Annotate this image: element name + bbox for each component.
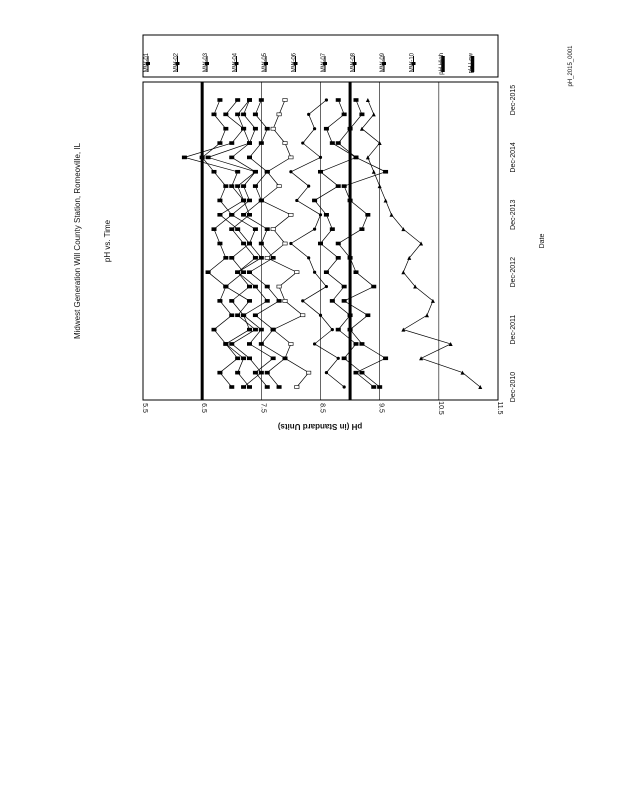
data-point [336, 256, 340, 259]
data-point [295, 386, 299, 389]
data-point [354, 271, 358, 274]
data-point [277, 299, 281, 302]
data-point [230, 156, 234, 159]
ph-tick-label: 5.5 [141, 403, 148, 413]
date-tick-label: Dec-2014 [510, 142, 517, 173]
data-point [247, 99, 251, 102]
data-point [212, 170, 216, 173]
data-point [271, 357, 275, 360]
data-point [235, 170, 239, 173]
data-point [265, 127, 269, 130]
data-point [348, 127, 352, 130]
data-point [182, 156, 186, 159]
legend-label: MW-08 [350, 53, 357, 73]
data-point [253, 256, 257, 259]
data-point [247, 285, 251, 288]
ph-tick-label: 9.5 [377, 403, 385, 413]
data-point [312, 199, 316, 202]
data-point [307, 185, 310, 188]
data-point [265, 228, 269, 231]
ph-tick-label: 7.5 [259, 403, 267, 413]
data-point [307, 113, 310, 116]
legend-label: MW-04 [232, 53, 239, 73]
data-point [342, 357, 346, 360]
legend-item [203, 52, 209, 72]
data-point [224, 185, 228, 188]
ph-tick-label: 6.5 [200, 403, 208, 413]
data-point [289, 213, 293, 216]
data-point [230, 314, 234, 317]
data-point [360, 371, 364, 374]
data-point [218, 99, 222, 102]
data-point [235, 113, 239, 116]
data-point [259, 256, 263, 259]
ph-tick-label: 11.5 [496, 401, 503, 415]
data-point [277, 185, 281, 188]
data-point [224, 113, 228, 116]
data-point [319, 156, 322, 159]
data-point [241, 386, 245, 389]
data-point [218, 199, 222, 202]
data-point [265, 170, 269, 173]
chart-title: Midwest Generation Will County Station, Romeoville, IL [73, 142, 82, 340]
data-point [247, 357, 251, 360]
legend-item [262, 52, 268, 72]
data-point [247, 213, 251, 216]
series-mw-09 [206, 99, 275, 389]
data-point [372, 112, 376, 116]
data-point [206, 271, 210, 274]
data-point [301, 314, 305, 317]
data-point [336, 99, 340, 102]
legend-label: MW-03 [203, 53, 209, 73]
data-point [224, 285, 228, 288]
data-point [331, 328, 334, 331]
data-point [343, 385, 346, 388]
data-point [247, 386, 251, 389]
data-point [377, 386, 381, 389]
data-point [230, 185, 234, 188]
data-point [271, 328, 275, 331]
data-point [289, 170, 292, 173]
data-point [301, 299, 304, 302]
data-point [354, 156, 358, 159]
data-point [366, 213, 370, 216]
legend-label: MW-02 [173, 53, 180, 73]
data-point [277, 285, 281, 288]
data-point [319, 213, 322, 216]
data-point [265, 256, 269, 259]
data-point [324, 271, 328, 274]
data-point [235, 371, 239, 374]
data-point [360, 113, 364, 116]
data-point [224, 127, 228, 130]
data-point [461, 371, 465, 375]
data-point [419, 356, 423, 360]
data-point [283, 299, 287, 302]
date-tick-label: Dec-2011 [510, 314, 517, 345]
data-point [230, 228, 234, 231]
data-point [354, 99, 358, 102]
legend-item [174, 52, 180, 72]
data-point [383, 170, 387, 173]
legend-label: MW-10 [409, 53, 416, 73]
data-point [247, 271, 251, 274]
data-point [330, 228, 334, 231]
data-point [342, 285, 346, 288]
data-point [319, 314, 322, 317]
data-point [230, 386, 234, 389]
data-point [247, 342, 251, 345]
data-point [372, 170, 376, 174]
data-point [235, 185, 239, 188]
data-point [336, 185, 340, 188]
data-point [259, 328, 263, 331]
data-point [230, 299, 234, 302]
date-tick-label: Dec-2013 [510, 199, 517, 230]
data-point [283, 99, 287, 102]
data-point [336, 142, 340, 145]
data-point [218, 242, 222, 245]
data-point [313, 127, 316, 130]
data-point [265, 371, 269, 374]
data-point [235, 99, 239, 102]
data-point [259, 142, 263, 145]
data-point [425, 313, 429, 317]
ph-axis-label: pH (in Standard Units) [277, 422, 363, 431]
data-point [200, 156, 204, 159]
data-point [259, 371, 263, 374]
data-point [241, 113, 245, 116]
data-point [253, 285, 257, 288]
chart-subtitle: pH vs. Time [103, 219, 112, 263]
data-point [384, 198, 388, 202]
legend-item [144, 52, 150, 72]
data-point [224, 342, 228, 345]
data-point [277, 386, 281, 389]
data-point [378, 184, 382, 188]
data-point [354, 342, 358, 345]
data-point [283, 142, 287, 145]
legend-label: MW-01 [144, 53, 150, 73]
data-point [218, 299, 222, 302]
data-point [265, 386, 269, 389]
data-point [318, 170, 322, 173]
data-point [241, 213, 245, 216]
data-point [253, 113, 257, 116]
data-point [212, 113, 216, 116]
data-point [212, 228, 216, 231]
data-point [383, 357, 387, 360]
data-point [259, 99, 263, 102]
data-point [313, 342, 316, 345]
date-tick-label: Dec-2012 [510, 257, 517, 288]
data-point [348, 199, 352, 202]
data-point [289, 342, 293, 345]
legend-label: MW-05 [262, 53, 268, 73]
legend-label: pH High [439, 53, 445, 75]
data-point [390, 213, 394, 217]
data-point [318, 242, 322, 245]
data-point [449, 342, 453, 346]
data-point [336, 328, 340, 331]
data-point [325, 285, 328, 288]
data-point [401, 328, 405, 332]
data-point [283, 357, 287, 360]
data-point [289, 156, 293, 159]
legend-item [321, 52, 327, 72]
data-point [241, 242, 245, 245]
data-point [206, 156, 210, 159]
data-point [313, 271, 316, 274]
date-tick-label: Dec-2010 [510, 371, 517, 403]
data-point [253, 127, 257, 130]
data-point [348, 314, 352, 317]
data-point [247, 156, 251, 159]
data-point [230, 213, 234, 216]
data-point [218, 142, 222, 145]
ph-tick-label: 10.5 [436, 401, 444, 415]
date-axis-label: Date [539, 233, 546, 249]
data-point [366, 314, 370, 317]
data-point [265, 285, 269, 288]
data-point [241, 357, 245, 360]
data-point [342, 185, 346, 188]
data-point [348, 256, 352, 259]
data-point [301, 141, 304, 144]
data-point [354, 371, 358, 374]
legend-item [380, 52, 386, 72]
legend-item [410, 52, 416, 72]
data-point [235, 271, 239, 274]
data-point [372, 285, 376, 288]
data-point [307, 256, 310, 259]
data-point [253, 314, 257, 317]
data-point [336, 242, 340, 245]
ph-tick-label: 8.5 [318, 403, 326, 413]
legend-item [292, 52, 298, 72]
data-point [259, 242, 263, 245]
data-point [289, 242, 292, 245]
legend-item [439, 53, 445, 75]
data-point [253, 228, 257, 231]
data-point [372, 386, 376, 389]
data-point [271, 228, 275, 231]
data-point [224, 256, 228, 259]
series-mw-01 [224, 99, 258, 389]
data-point [342, 299, 346, 302]
data-point [241, 199, 245, 202]
data-point [277, 113, 281, 116]
data-point [230, 142, 234, 145]
data-point [218, 213, 222, 216]
data-point [366, 98, 370, 102]
data-point [324, 127, 328, 130]
legend-label: MW-07 [321, 53, 327, 73]
data-point [253, 185, 257, 188]
series-mw-02 [360, 98, 482, 389]
data-point [283, 242, 287, 245]
data-point [330, 299, 334, 302]
data-point [247, 199, 251, 202]
data-point [401, 270, 405, 274]
data-point [295, 271, 299, 274]
data-point [241, 127, 245, 130]
legend-item [469, 52, 475, 73]
data-point [271, 256, 275, 259]
data-point [253, 371, 257, 374]
legend-item [351, 52, 357, 72]
data-point [306, 371, 310, 374]
legend-label: MW-09 [380, 53, 386, 73]
data-point [235, 357, 239, 360]
data-point [247, 328, 251, 331]
data-point [212, 328, 216, 331]
data-point [230, 342, 234, 345]
series-line [315, 100, 380, 387]
data-point [360, 342, 364, 345]
legend-label: MW-06 [291, 53, 298, 73]
data-point [348, 328, 352, 331]
series-mw-03 [312, 99, 381, 389]
data-point [259, 199, 263, 202]
data-point [325, 371, 328, 374]
data-point [230, 256, 234, 259]
data-point [235, 228, 239, 231]
data-point [265, 299, 269, 302]
data-point [324, 213, 328, 216]
data-point [253, 328, 257, 331]
data-point [241, 185, 245, 188]
data-point [247, 142, 251, 145]
data-point [241, 271, 245, 274]
data-point [337, 357, 340, 360]
legend-label: pH Low [468, 53, 475, 74]
data-point [325, 98, 328, 101]
data-point [218, 371, 222, 374]
data-point [342, 113, 346, 116]
data-point [259, 342, 263, 345]
data-point [247, 299, 251, 302]
data-point [295, 199, 298, 202]
data-point [271, 127, 275, 130]
data-point [313, 228, 316, 231]
data-point [241, 314, 245, 317]
data-point [330, 142, 334, 145]
data-point [235, 314, 239, 317]
legend-item [233, 52, 239, 72]
data-point [360, 228, 364, 231]
date-tick-label: Dec-2015 [510, 84, 517, 116]
data-point [247, 242, 251, 245]
data-point [253, 170, 257, 173]
figure-id-label: pH_2015_0001 [568, 45, 574, 87]
